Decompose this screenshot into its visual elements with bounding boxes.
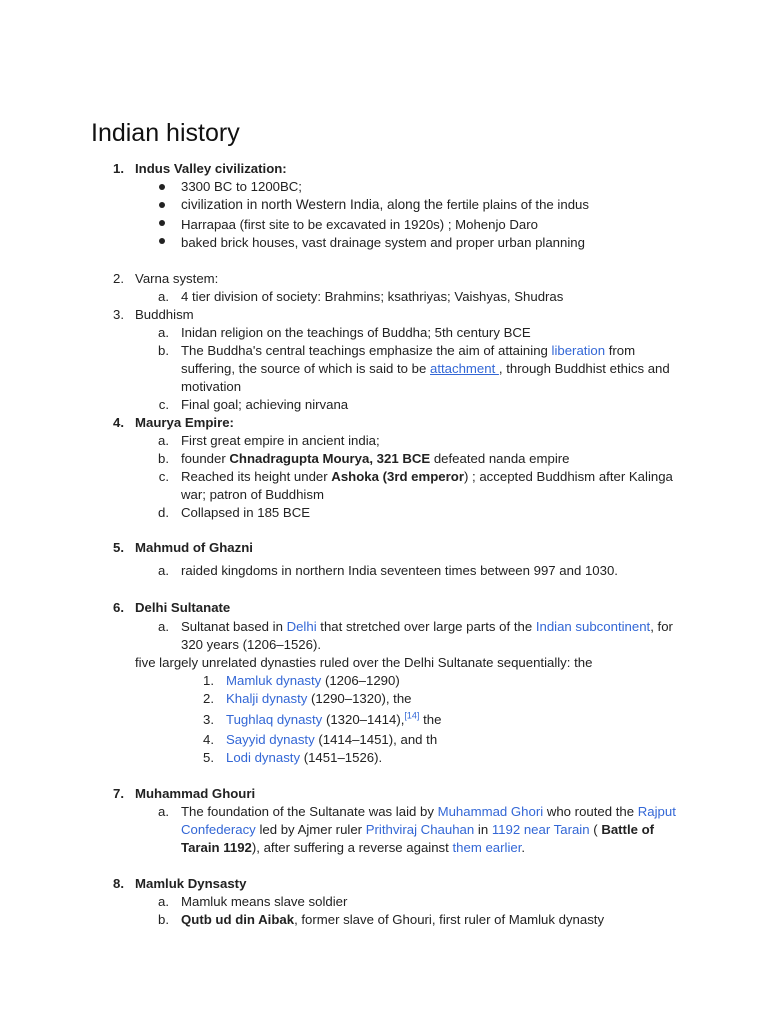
section-heading: Indus Valley civilization: xyxy=(135,161,287,176)
paragraph: five largely unrelated dynasties ruled over the Delhi Sultanate sequentially: the xyxy=(135,655,593,670)
list-number: 4. xyxy=(203,732,214,747)
citation-link[interactable]: [14] xyxy=(404,710,420,721)
list-number: 6. xyxy=(113,600,124,615)
list-number: 2. xyxy=(203,691,214,706)
list-item-continued: motivation xyxy=(181,379,242,394)
list-marker: c. xyxy=(158,397,169,412)
section-heading: Delhi Sultanate xyxy=(135,600,231,615)
list-marker: d. xyxy=(158,505,169,520)
bullet-icon xyxy=(159,220,165,226)
list-number: 4. xyxy=(113,415,124,430)
list-marker: b. xyxy=(158,343,169,358)
link-sayyid-dynasty[interactable]: Sayyid dynasty xyxy=(226,732,315,747)
list-marker: c. xyxy=(158,469,169,484)
list-item-continued: Tarain 1192), after suffering a reverse against them earlier. xyxy=(181,840,526,855)
list-item: Lodi dynasty (1451–1526). xyxy=(226,750,383,765)
section-heading: Muhammad Ghouri xyxy=(135,786,256,801)
section-heading: Maurya Empire: xyxy=(135,415,234,430)
list-item: Qutb ud din Aibak, former slave of Ghouri, first ruler of Mamluk dynasty xyxy=(181,912,605,927)
list-item: Harrapaa (first site to be excavated in 1920s) ; Mohenjo Daro xyxy=(181,217,538,232)
link-liberation[interactable]: liberation xyxy=(551,343,606,358)
list-marker: b. xyxy=(158,451,169,466)
list-number: 7. xyxy=(113,786,124,801)
bullet-icon xyxy=(159,184,165,190)
list-item: Tughlaq dynasty (1320–1414),[14] the xyxy=(226,710,442,727)
link-delhi[interactable]: Delhi xyxy=(286,619,317,634)
list-item: raided kingdoms in northern India seventeen times between 997 and 1030. xyxy=(181,563,618,578)
list-number: 1. xyxy=(203,673,214,688)
list-marker: a. xyxy=(158,804,169,819)
list-item: Sultanat based in Delhi that stretched over large parts of the Indian subcontinent, for xyxy=(181,619,673,634)
list-item-continued: suffering, the source of which is said to be attachment , through Buddhist ethics and xyxy=(181,361,670,376)
list-number: 8. xyxy=(113,876,124,891)
list-item-continued: Confederacy led by Ajmer ruler Prithviraj Chauhan in 1192 near Tarain ( Battle of xyxy=(181,822,655,837)
list-item: Mamluk means slave soldier xyxy=(181,894,348,909)
list-number: 5. xyxy=(203,750,214,765)
link-lodi-dynasty[interactable]: Lodi dynasty xyxy=(226,750,301,765)
section-heading: Buddhism xyxy=(135,307,194,322)
bullet-icon xyxy=(159,238,165,244)
list-marker: a. xyxy=(158,325,169,340)
list-item: Mamluk dynasty (1206–1290) xyxy=(226,673,400,688)
list-item: First great empire in ancient india; xyxy=(181,433,380,448)
list-item: baked brick houses, vast drainage system and proper urban planning xyxy=(181,235,585,250)
list-number: 1. xyxy=(113,161,124,176)
list-item-continued: war; patron of Buddhism xyxy=(181,487,324,502)
link-rajput[interactable]: Rajput xyxy=(637,804,676,819)
list-item-continued: 320 years (1206–1526). xyxy=(181,637,322,652)
section-heading: Mamluk Dynsasty xyxy=(135,876,247,891)
list-marker: b. xyxy=(158,912,169,927)
link-khalji-dynasty[interactable]: Khalji dynasty xyxy=(226,691,308,706)
list-item: 3300 BC to 1200BC; xyxy=(181,179,302,194)
list-marker: a. xyxy=(158,563,169,578)
section-heading: Mahmud of Ghazni xyxy=(135,540,253,555)
page-title: Indian history xyxy=(91,119,240,147)
list-marker: a. xyxy=(158,894,169,909)
link-them-earlier[interactable]: them earlier xyxy=(452,840,522,855)
link-confederacy[interactable]: Confederacy xyxy=(181,822,256,837)
list-marker: a. xyxy=(158,433,169,448)
list-item: 4 tier division of society: Brahmins; ksathriyas; Vaishyas, Shudras xyxy=(181,289,564,304)
list-number: 3. xyxy=(203,712,214,727)
list-item: Reached its height under Ashoka (3rd emperor) ; accepted Buddhism after Kalinga xyxy=(181,469,673,484)
list-item: Final goal; achieving nirvana xyxy=(181,397,349,412)
link-mamluk-dynasty[interactable]: Mamluk dynasty xyxy=(226,673,322,688)
list-item: Sayyid dynasty (1414–1451), and th xyxy=(226,732,438,747)
list-number: 3. xyxy=(113,307,124,322)
list-marker: a. xyxy=(158,619,169,634)
section-heading: Varna system: xyxy=(135,271,219,286)
list-item: founder Chnadragupta Mourya, 321 BCE defeated nanda empire xyxy=(181,451,570,466)
link-indian-subcontinent[interactable]: Indian subcontinent xyxy=(535,619,651,634)
link-1192-near-tarain[interactable]: 1192 near Tarain xyxy=(491,822,590,837)
link-attachment[interactable]: attachment xyxy=(430,361,499,376)
list-item: civilization in north Western India, along the fertile plains of the indus xyxy=(181,197,589,212)
list-marker: a. xyxy=(158,289,169,304)
list-item: The Buddha's central teachings emphasize the aim of attaining liberation from xyxy=(181,343,636,358)
list-number: 2. xyxy=(113,271,124,286)
link-tughlaq-dynasty[interactable]: Tughlaq dynasty xyxy=(226,712,323,727)
list-item: Collapsed in 185 BCE xyxy=(181,505,311,520)
list-item: Khalji dynasty (1290–1320), the xyxy=(226,691,412,706)
list-item: Inidan religion on the teachings of Buddha; 5th century BCE xyxy=(181,325,531,340)
link-prithviraj-chauhan[interactable]: Prithviraj Chauhan xyxy=(365,822,475,837)
bullet-icon xyxy=(159,202,165,208)
list-item: The foundation of the Sultanate was laid by Muhammad Ghori who routed the Rajput xyxy=(181,804,676,819)
link-muhammad-ghori[interactable]: Muhammad Ghori xyxy=(437,804,544,819)
list-number: 5. xyxy=(113,540,124,555)
